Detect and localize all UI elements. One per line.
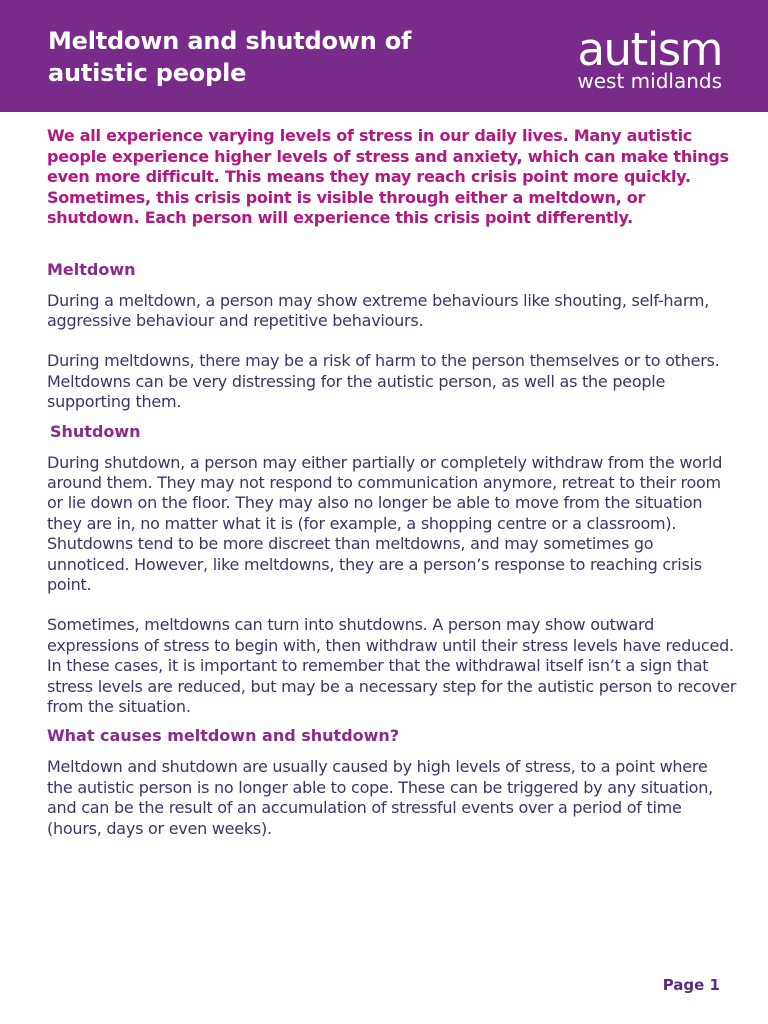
page-number: Page 1 [662, 976, 720, 994]
section-heading: Shutdown [50, 421, 141, 441]
section-shutdown [47, 422, 737, 718]
logo-wordmark: autism [577, 23, 722, 76]
body-paragraph: During a meltdown, a person may show extreme behaviours like shouting, self-harm, aggressive behaviour and repetitive behaviours. [47, 290, 710, 330]
title-line-2: autistic people [48, 59, 247, 87]
body-paragraph: During shutdown, a person may either partially or completely withdraw from the world around them. They may not respond to communication anymore, retreat to their room or lie down on the floor. They may also no longer be able to move from the situation they are in, no matter what it is (for example, a shopping centre or a classroom). Shutdowns tend to be more discreet than meltdowns, and may sometimes go unnoticed. However, like meltdowns, they are a person’s response to reaching crisis point. [47, 452, 723, 594]
section-meltdown [47, 260, 737, 413]
body-paragraph: Meltdown and shutdown are usually caused by high levels of stress, to a point where the autistic person is no longer able to cope. These can be triggered by any situation, and can be the result of an accumulation of stressful events over a period of time (hours, days or even weeks). [47, 757, 713, 838]
logo-subtitle: west midlands [577, 69, 722, 93]
intro-paragraph: We all experience varying levels of stress in our daily lives. Many autistic people experience higher levels of stress and anxiety, which can make things even more difficult. This means they may reach crisis point more quickly. Sometimes, this crisis point is visible through either a meltdown, or shutdown. Each person will experience this crisis point differently. [47, 126, 729, 227]
page-header [0, 0, 768, 112]
document-title [48, 25, 468, 89]
autism-west-midlands-logo [522, 23, 722, 93]
section-heading: Meltdown [47, 259, 136, 279]
section-causes [47, 726, 737, 839]
document-body [47, 126, 737, 859]
body-paragraph: Sometimes, meltdowns can turn into shutdowns. A person may show outward expressions of stress to begin with, then withdraw until their stress levels have reduced. In these cases, it is important to remember that the withdrawal itself isn’t a sign that stress levels are reduced, but may be a necessary step for the autistic person to recover from the situation. [47, 615, 737, 716]
section-heading: What causes meltdown and shutdown? [47, 726, 400, 746]
body-paragraph: During meltdowns, there may be a risk of harm to the person themselves or to others. Meltdowns can be very distressing for the autistic person, as well as the people supporting them. [47, 351, 720, 412]
title-line-1: Meltdown and shutdown of [48, 27, 412, 55]
